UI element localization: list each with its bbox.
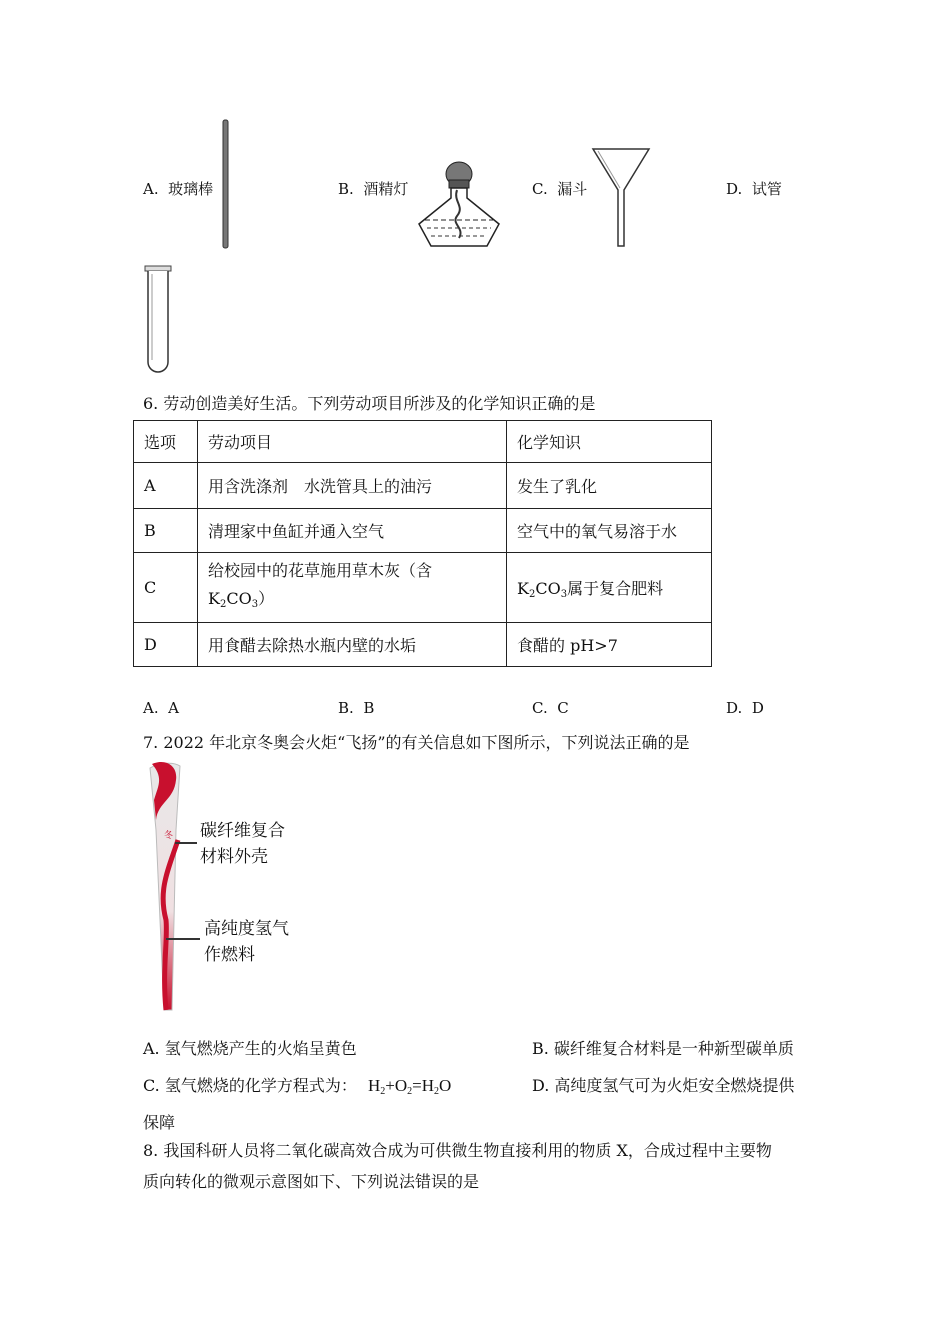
svg-text:冬: 冬 (164, 831, 174, 841)
option-d: D. 试管 (726, 180, 782, 198)
labor-table (133, 420, 712, 667)
alcohol-lamp-icon (413, 158, 505, 252)
table-row: C 给校园中的花草施用草木灰（含 $K_2CO_3$） $K_2CO_3$属于复合肥料 (134, 553, 712, 623)
q7-option-a: A. 氢气燃烧产生的火焰呈黄色 (143, 1039, 357, 1058)
answer-a: A. A (143, 699, 179, 717)
callout-line (166, 938, 200, 940)
table-row: D 用食醋去除热水瓶内壁的水垢 食醋的 pH>7 (134, 623, 712, 667)
question-8-line1: 8. 我国科研人员将二氧化碳高效合成为可供微生物直接利用的物质 X，合成过程中主要物 (143, 1141, 772, 1160)
torch-icon (140, 760, 200, 1022)
callout-fuel: 高纯度氢气 作燃料 (204, 919, 289, 965)
answer-c: C. C (532, 699, 569, 717)
header-knowledge: 化学知识 (507, 421, 712, 463)
question-7-stem: 7. 2022 年北京冬奥会火炬“飞扬”的有关信息如下图所示，下列说法正确的是 (143, 733, 690, 752)
callout-line (175, 842, 197, 844)
q7-option-b: B. 碳纤维复合材料是一种新型碳单质 (532, 1039, 794, 1058)
table-row: A 用含洗涤剂 水洗管具上的油污 发生了乳化 (134, 463, 712, 509)
q7-option-d-continued: 保障 (143, 1113, 176, 1132)
question-8-line2: 质向转化的微观示意图如下、下列说法错误的是 (143, 1172, 480, 1191)
answer-d: D. D (726, 699, 764, 717)
table-row: B 清理家中鱼缸并通入空气 空气中的氧气易溶于水 (134, 509, 712, 553)
option-a: A. 玻璃棒 (143, 180, 214, 198)
option-c: C. 漏斗 (532, 180, 588, 198)
q7-option-c: C. 氢气燃烧的化学方程式为： $H_2+O_2=H_2O$ (143, 1076, 452, 1097)
table-header-row (134, 421, 712, 463)
funnel-icon (590, 146, 652, 250)
test-tube-icon (143, 264, 173, 376)
q7-option-d: D. 高纯度氢气可为火炬安全燃烧提供 (532, 1076, 795, 1095)
glass-rod-icon (219, 118, 233, 250)
question-6-stem: 6. 劳动创造美好生活。下列劳动项目所涉及的化学知识正确的是 (143, 394, 596, 413)
header-option: 选项 (134, 421, 198, 463)
option-b: B. 酒精灯 (338, 180, 409, 198)
callout-shell: 碳纤维复合 材料外壳 (200, 821, 285, 867)
header-project: 劳动项目 (198, 421, 507, 463)
equation: $H_2+O_2=H_2O$ (367, 1076, 452, 1097)
answer-b: B. B (338, 699, 375, 717)
